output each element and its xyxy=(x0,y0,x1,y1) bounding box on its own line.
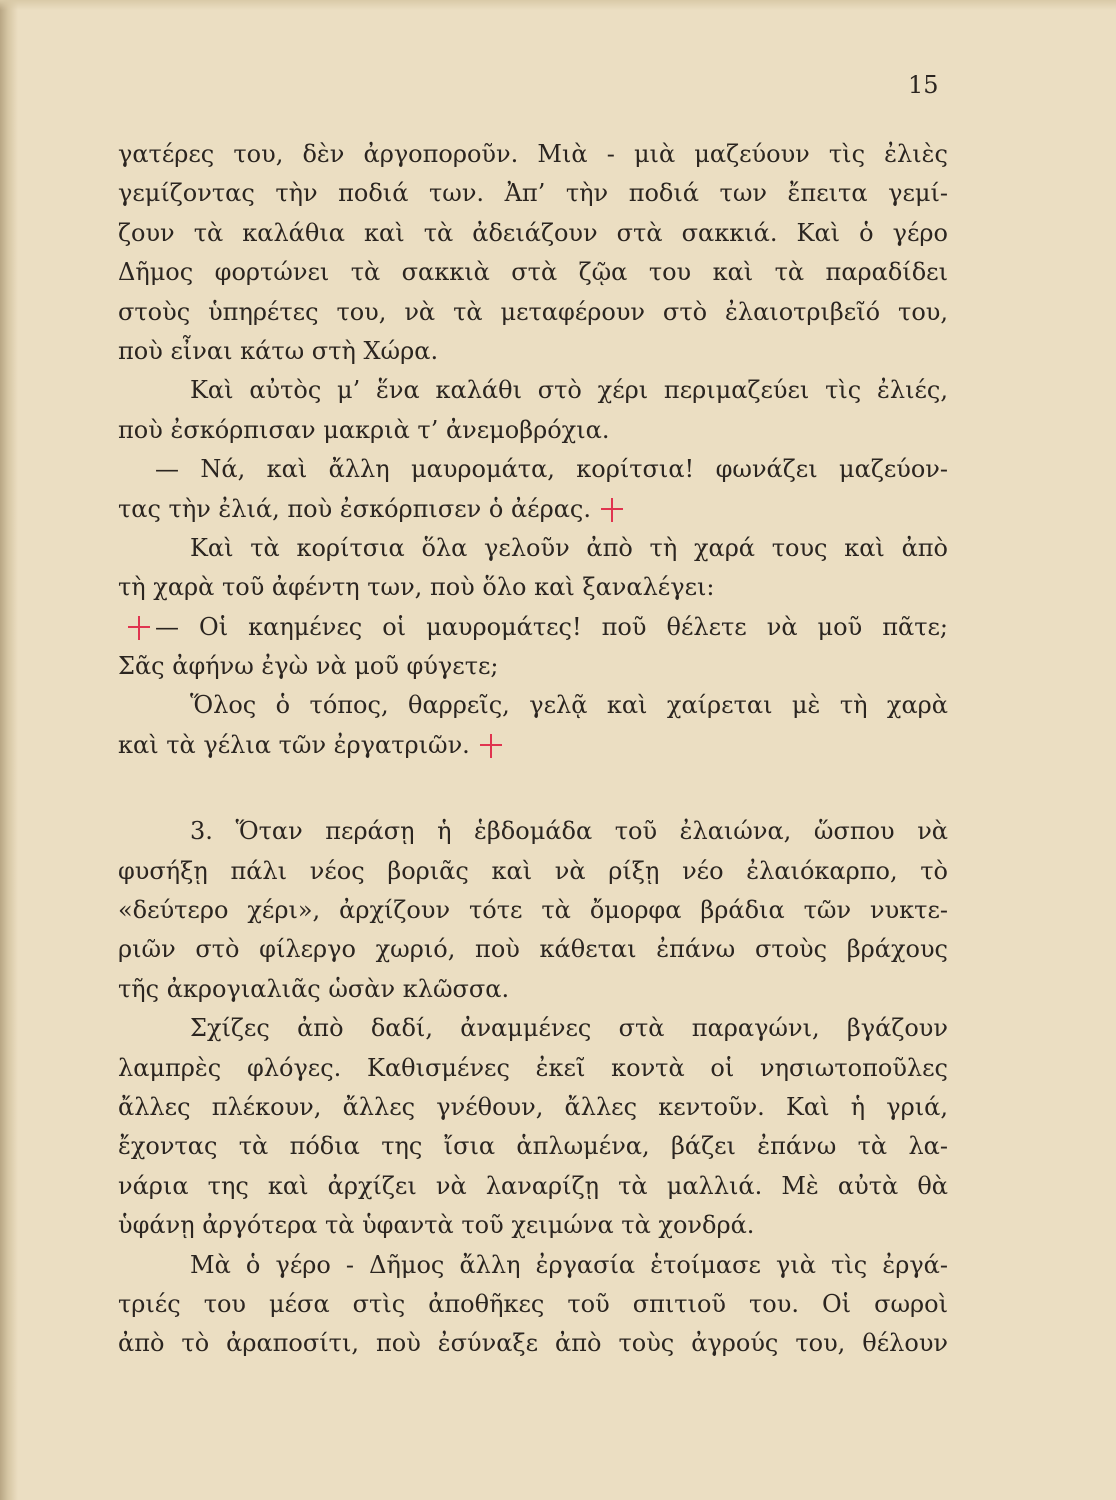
line-text: τῆς ἀκρογιαλιᾶς ὡσὰν κλῶσσα. xyxy=(118,974,510,1003)
line-text: Μὰ ὁ γέρο - Δῆμος ἄλλη ἐργασία ἑτοίμασε γιὰ τὶς ἐργά- xyxy=(190,1250,948,1279)
line-text: ζουν τὰ καλάθια καὶ τὰ ἀδειάζουν στὰ σακκιά. Καὶ ὁ γέρο xyxy=(118,218,948,247)
line-text: λαμπρὲς φλόγες. Καθισμένες ἐκεῖ κοντὰ οἱ νησιωτοποῦλες xyxy=(118,1053,948,1082)
text-line xyxy=(118,293,948,332)
page-left-edge-shadow xyxy=(0,0,18,1500)
line-text: τριές του μέσα στὶς ἀποθῆκες τοῦ σπιτιοῦ του. Οἱ σωροὶ xyxy=(118,1289,948,1318)
text-line xyxy=(118,970,948,1009)
line-text: Δῆμος φορτώνει τὰ σακκιὰ στὰ ζῷα του καὶ τὰ παραδίδει xyxy=(118,258,948,287)
text-line xyxy=(118,647,948,686)
line-text: Καὶ τὰ κορίτσια ὅλα γελοῦν ἀπὸ τὴ χαρά τους καὶ ἀπὸ xyxy=(190,533,948,562)
text-line xyxy=(118,371,948,410)
line-text: ἔχοντας τὰ πόδια της ἴσια ἁπλωμένα, βάζει ἐπάνω τὰ λα- xyxy=(118,1132,948,1161)
line-text: Σᾶς ἀφήνω ἐγὼ νὰ μοῦ φύγετε; xyxy=(118,652,499,681)
red-cross-mark xyxy=(601,498,623,522)
text-line xyxy=(118,253,948,292)
text-line xyxy=(118,332,948,371)
page-top-edge-shadow xyxy=(0,0,1116,10)
text-line xyxy=(118,1246,948,1285)
red-cross-mark xyxy=(128,616,150,640)
line-text: γατέρες του, δὲν ἀργοποροῦν. Μιὰ - μιὰ μαζεύουν τὶς ἐλιὲς xyxy=(118,140,948,168)
page-number: 15 xyxy=(908,71,939,99)
line-text: Ὅλος ὁ τόπος, θαρρεῖς, γελᾷ καὶ χαίρεται μὲ τὴ χαρὰ xyxy=(190,691,948,720)
line-text: τὴ χαρὰ τοῦ ἀφέντη των, ποὺ ὅλο καὶ ξαναλέγει: xyxy=(118,573,715,602)
text-line xyxy=(118,1285,948,1324)
line-text: Καὶ αὐτὸς μ’ ἕνα καλάθι στὸ χέρι περιμαζεύει τὶς ἐλιές, xyxy=(190,376,948,405)
line-text: καὶ τὰ γέλια τῶν ἐργατριῶν. xyxy=(118,730,470,759)
text-line xyxy=(118,214,948,253)
text-line xyxy=(118,852,948,891)
text-line xyxy=(118,608,948,647)
line-text: ἀπὸ τὸ ἀραποσίτι, ποὺ ἐσύναξε ἀπὸ τοὺς ἀγρούς του, θέλουν xyxy=(118,1329,948,1358)
text-line xyxy=(118,568,948,607)
line-text: φυσήξῃ πάλι νέος βοριᾶς καὶ νὰ ρίξῃ νέο ἐλαιόκαρπο, τὸ xyxy=(118,856,948,885)
line-text: Σχίζες ἀπὸ δαδί, ἀναμμένες στὰ παραγώνι, βγάζουν xyxy=(190,1014,948,1043)
text-line xyxy=(118,174,948,213)
line-text: 3. Ὅταν περάσῃ ἡ ἑβδομάδα τοῦ ἐλαιώνα, ὥσπου νὰ xyxy=(190,817,948,846)
text-line xyxy=(118,1009,948,1048)
text-line xyxy=(118,812,948,851)
red-cross-mark xyxy=(480,734,502,758)
text-line xyxy=(118,930,948,969)
text-line xyxy=(118,891,948,930)
text-column xyxy=(118,135,948,1364)
line-text: τας τὴν ἐλιά, ποὺ ἐσκόρπισεν ὁ ἀέρας. xyxy=(118,494,591,523)
line-text: νάρια της καὶ ἀρχίζει νὰ λαναρίζῃ τὰ μαλλιά. Μὲ αὐτὰ θὰ xyxy=(118,1171,948,1200)
text-line xyxy=(118,1088,948,1127)
text-line xyxy=(118,450,948,489)
text-line xyxy=(118,1324,948,1363)
text-line xyxy=(118,1167,948,1206)
line-text: στοὺς ὑπηρέτες του, νὰ τὰ μεταφέρουν στὸ ἐλαιοτριβεῖό του, xyxy=(118,297,948,326)
section-spacer xyxy=(118,765,948,812)
text-line xyxy=(118,135,948,174)
text-line xyxy=(118,1127,948,1166)
text-line xyxy=(118,726,948,765)
text-line xyxy=(118,1049,948,1088)
text-line xyxy=(118,411,948,450)
text-line xyxy=(118,686,948,725)
line-text: ποὺ εἶναι κάτω στὴ Χώρα. xyxy=(118,336,439,365)
line-text: — Οἱ καημένες οἱ μαυρομάτες! ποῦ θέλετε νὰ μοῦ πᾶτε; xyxy=(155,612,948,641)
line-text: ριῶν στὸ φίλεργο χωριό, ποὺ κάθεται ἐπάνω στοὺς βράχους xyxy=(118,935,948,964)
line-text: — Νά, καὶ ἄλλη μαυρομάτα, κορίτσια! φωνάζει μαζεύον- xyxy=(155,455,948,484)
line-text: «δεύτερο χέρι», ἀρχίζουν τότε τὰ ὄμορφα βράδια τῶν νυκτε- xyxy=(118,896,948,925)
text-line xyxy=(118,1206,948,1245)
line-text: γεμίζοντας τὴν ποδιά των. Ἀπ’ τὴν ποδιά των ἔπειτα γεμί- xyxy=(118,179,948,208)
text-line xyxy=(118,490,948,529)
line-text: ποὺ ἐσκόρπισαν μακριὰ τ’ ἀνεμοβρόχια. xyxy=(118,415,610,444)
line-text: ὑφάνῃ ἀργότερα τὰ ὑφαντὰ τοῦ χειμώνα τὰ χονδρά. xyxy=(118,1211,755,1240)
line-text: ἄλλες πλέκουν, ἄλλες γνέθουν, ἄλλες κεντοῦν. Καὶ ἡ γριά, xyxy=(118,1092,948,1121)
text-line xyxy=(118,529,948,568)
